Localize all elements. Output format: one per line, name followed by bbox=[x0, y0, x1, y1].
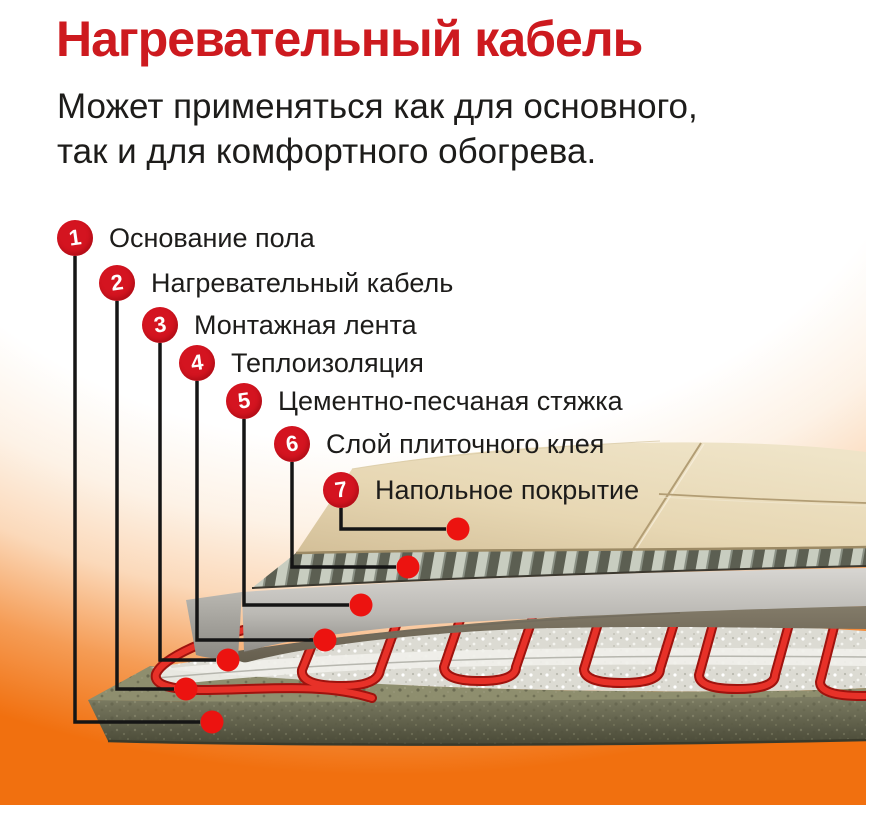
legend-label-2: Нагревательный кабель bbox=[151, 267, 454, 298]
leader-dot-3 bbox=[217, 649, 240, 672]
leader-dot-1 bbox=[201, 711, 224, 734]
leader-dot-7 bbox=[447, 518, 470, 541]
legend-badge-2-icon: 2 bbox=[99, 265, 135, 301]
legend-label-6: Слой плиточного клея bbox=[326, 428, 605, 459]
legend-badge-1-icon: 1 bbox=[57, 220, 93, 256]
legend-label-1: Основание пола bbox=[109, 222, 315, 253]
legend-badge-3-icon: 3 bbox=[142, 307, 178, 343]
leader-dot-4 bbox=[314, 629, 337, 652]
subtitle-line-1: Может применяться как для основного, bbox=[57, 87, 698, 126]
page-title: Нагревательный кабель bbox=[56, 11, 643, 67]
legend-item-6 bbox=[274, 426, 604, 462]
leader-dot-5 bbox=[350, 594, 373, 617]
legend-label-7: Напольное покрытие bbox=[375, 474, 640, 505]
legend-badge-6-icon: 6 bbox=[274, 426, 310, 462]
leader-dot-2 bbox=[175, 678, 198, 701]
leader-dot-6 bbox=[397, 556, 420, 579]
legend-label-4: Теплоизоляция bbox=[231, 347, 424, 378]
leader-line-2 bbox=[117, 301, 174, 689]
legend-item-3 bbox=[142, 307, 417, 343]
page-subtitle bbox=[57, 84, 698, 174]
legend-badge-4-icon: 4 bbox=[179, 345, 215, 381]
legend-badge-7-icon: 7 bbox=[323, 472, 359, 508]
legend-item-7 bbox=[323, 472, 639, 508]
subtitle-line-2: так и для комфортного обогрева. bbox=[57, 132, 597, 171]
legend-item-5 bbox=[226, 383, 623, 419]
legend-badge-5-icon: 5 bbox=[226, 383, 262, 419]
legend-item-2 bbox=[99, 265, 453, 301]
legend-item-4 bbox=[179, 345, 424, 381]
legend-label-3: Монтажная лента bbox=[194, 309, 417, 340]
legend-item-1 bbox=[57, 220, 315, 256]
legend-label-5: Цементно-песчаная стяжка bbox=[278, 385, 623, 416]
